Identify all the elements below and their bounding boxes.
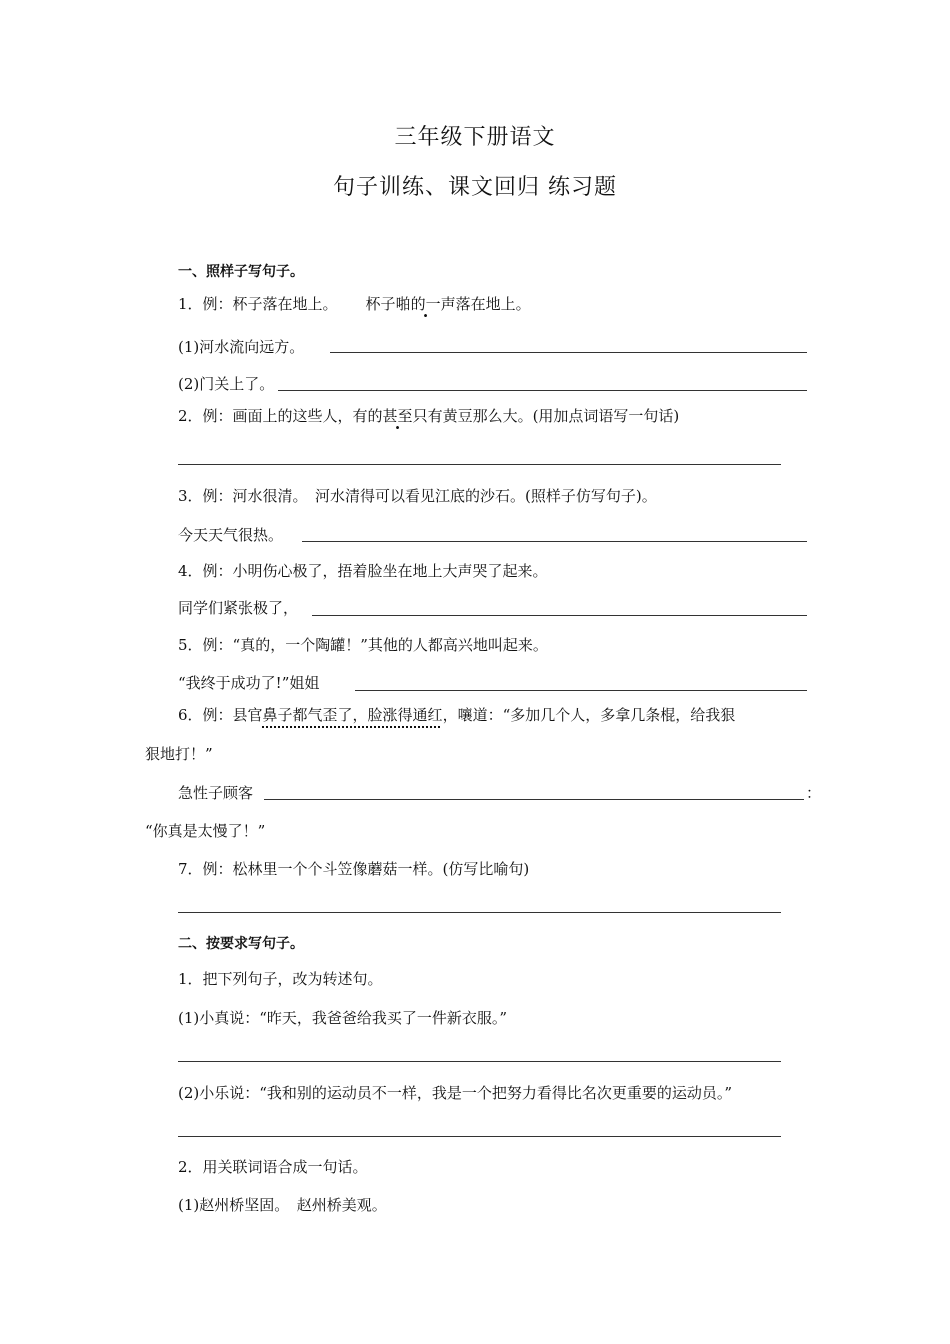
question-3: 3．例：河水很清。 河水清得可以看见江底的沙石。(照样子仿写句子)。 <box>178 487 657 505</box>
question-6-2: “你真是太慢了！” <box>145 822 266 840</box>
answer-line[interactable] <box>178 1136 781 1137</box>
answer-line[interactable] <box>278 390 807 391</box>
q2-text-a: 2．例：画面上的这些人，有的 <box>178 407 383 425</box>
question-5: 5．例：“真的，一个陶罐！”其他的人都高兴地叫起来。 <box>178 636 548 654</box>
answer-line[interactable] <box>178 464 781 465</box>
question-6-1-colon: ： <box>806 784 822 802</box>
question-2 <box>178 406 679 426</box>
answer-line[interactable] <box>355 690 807 691</box>
answer-line[interactable] <box>330 352 807 353</box>
answer-line[interactable] <box>312 615 807 616</box>
q6-emphasis: 鼻子都气歪了，脸涨得通红 <box>262 706 443 724</box>
q1-example-b: 落在地上。 <box>455 295 531 313</box>
question-1-1: (1)河水流向远方。 <box>178 338 305 356</box>
section-2-question-1-2: (2)小乐说：“我和别的运动员不一样，我是一个把努力看得比名次更重要的运动员。” <box>178 1084 733 1102</box>
question-3-1: 今天天气很热。 <box>178 526 284 544</box>
section-2-heading: 二、按要求写句子。 <box>178 936 304 952</box>
q2-emphasis: 甚至 <box>382 407 413 425</box>
answer-line[interactable] <box>178 912 781 913</box>
question-6-1: 急性子顾客 <box>178 784 254 802</box>
q6-text-b: ，嚷道：“多加几个人，多拿几条棍，给我狠 <box>442 706 736 724</box>
question-6 <box>178 705 735 725</box>
question-4: 4．例：小明伤心极了，捂着脸坐在地上大声哭了起来。 <box>178 562 548 580</box>
q6-text-a: 6．例：县官 <box>178 706 263 724</box>
section-2-question-2: 2．用关联词语合成一句话。 <box>178 1158 368 1176</box>
q1-emphasis: 啪的一声 <box>395 295 456 313</box>
q1-prefix: 1．例：杯子落在地上。 <box>178 295 338 313</box>
section-2-question-1-1: (1)小真说：“昨天，我爸爸给我买了一件新衣服。” <box>178 1009 508 1027</box>
page-title: 三年级下册语文 <box>394 125 556 150</box>
question-6-continued: 狠地打！” <box>145 745 213 763</box>
page-subtitle: 句子训练、课文回归 练习题 <box>333 175 617 200</box>
section-2-question-2-1: (1)赵州桥坚固。 赵州桥美观。 <box>178 1196 387 1214</box>
question-1-2: (2)门关上了。 <box>178 375 275 393</box>
question-5-1: “我终于成功了!”姐姐 <box>178 674 320 692</box>
question-4-1: 同学们紧张极了， <box>178 599 299 617</box>
question-7: 7．例：松林里一个个斗笠像蘑菇一样。(仿写比喻句) <box>178 860 530 878</box>
q2-text-b: 只有黄豆那么大。(用加点词语写一句话) <box>412 407 680 425</box>
section-2-question-1: 1．把下列句子，改为转述句。 <box>178 970 383 988</box>
section-1-heading: 一、照样子写句子。 <box>178 264 304 280</box>
answer-line[interactable] <box>178 1061 781 1062</box>
answer-line[interactable] <box>264 799 804 800</box>
answer-line[interactable] <box>302 541 807 542</box>
question-1 <box>178 294 531 314</box>
q1-example-a: 杯子 <box>365 295 396 313</box>
